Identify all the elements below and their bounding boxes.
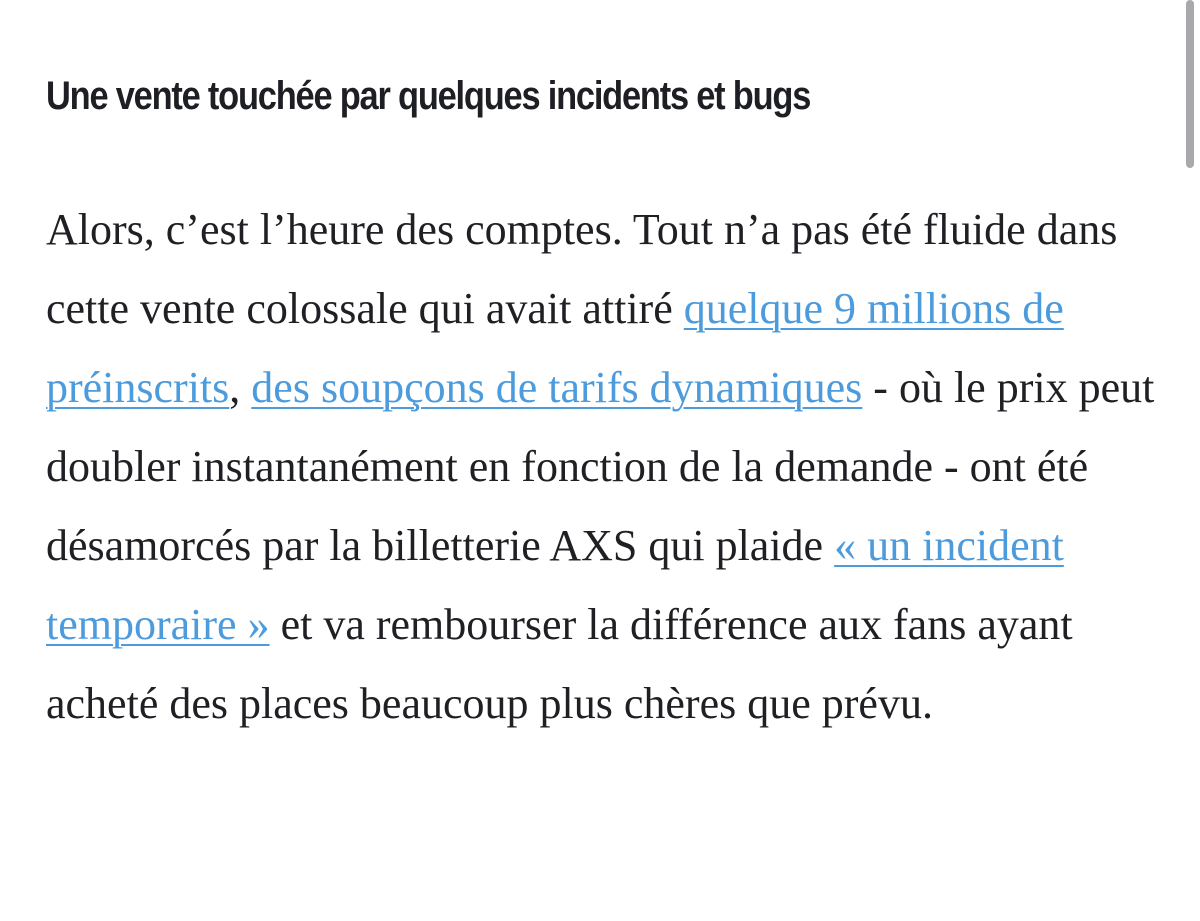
link-tarifs-dynamiques[interactable]: des soupçons de tarifs dynamiques (251, 363, 863, 412)
paragraph-text: - où le prix peut doubler instantanément en fonction de la demande - ont été désamorcés par la billetterie AXS qui plaide (46, 363, 1155, 570)
link-preinscrits[interactable]: quelque 9 millions de préinscrits (46, 284, 1064, 412)
vertical-scrollbar[interactable] (1186, 0, 1194, 168)
article-paragraph (46, 190, 1166, 743)
link-incident-temporaire[interactable]: « un incident temporaire » (46, 521, 1064, 649)
paragraph-text: et va rembourser la différence aux fans ayant acheté des places beaucoup plus chères que prévu. (46, 600, 1073, 728)
paragraph-text: Alors, c’est l’heure des comptes. Tout n’a pas été fluide dans cette vente colossale qui avait attiré (46, 205, 1118, 333)
section-heading: Une vente touchée par quelques incidents et bugs (46, 74, 811, 118)
paragraph-text: , (229, 363, 252, 412)
